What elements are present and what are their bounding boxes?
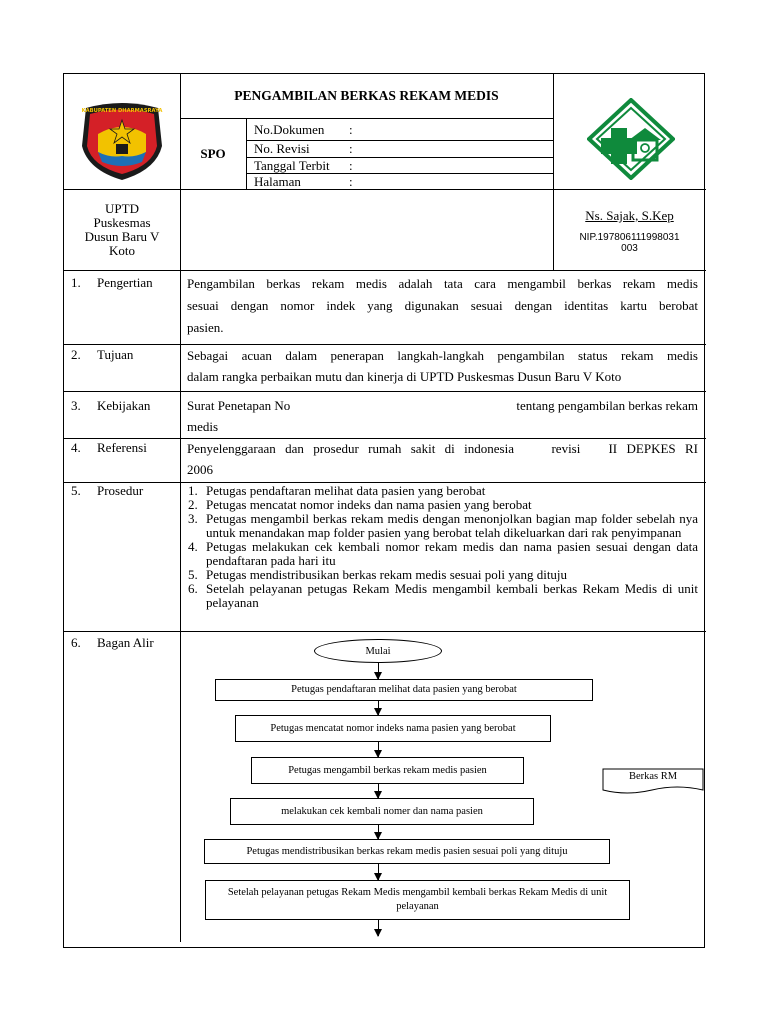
section-referensi-text: [187, 438, 698, 480]
procedure-text: Petugas pendaftaran melihat data pasien yang berobat: [206, 483, 486, 498]
text-line: sesuai dengan nomor indek yang digunakan sesuai dengan identitas kartu berobat: [187, 298, 698, 313]
field-colon: :: [349, 158, 353, 173]
institution-line: Dusun Baru V: [84, 229, 160, 244]
field-colon: :: [349, 122, 353, 137]
kebijakan-right: tentang pengambilan berkas rekam: [516, 398, 698, 413]
flow-step: Petugas mencatat nomor indeks nama pasien yang berobat: [235, 715, 551, 742]
flow-arrow: [378, 742, 379, 757]
spo-document: [63, 73, 705, 948]
section-label: Pengertian: [97, 275, 153, 290]
section-number: 2.: [71, 347, 81, 362]
kebijakan-line2: medis: [187, 419, 219, 434]
flow-arrow: [378, 701, 379, 715]
flow-step: Petugas mendistribusikan berkas rekam medis pasien sesuai poli yang dituju: [204, 839, 610, 864]
flow-step: Setelah pelayanan petugas Rekam Medis mengambil kembali berkas Rekam Medis di unit pelayanan: [205, 880, 630, 920]
procedure-item: 6. Setelah pelayanan petugas Rekam Medis mengambil kembali berkas Rekam Medis di unit pelayanan: [188, 581, 698, 610]
section-label: Bagan Alir: [97, 635, 154, 650]
flow-arrow: [378, 663, 379, 679]
title-divider: [180, 118, 553, 119]
section-number: 1.: [71, 275, 81, 290]
left-column-divider: [180, 74, 181, 942]
institution-line: Koto: [109, 243, 135, 258]
flow-step: Petugas mengambil berkas rekam medis pasien: [251, 757, 524, 784]
procedure-item: 5. Petugas mendistribusikan berkas rekam medis sesuai poli yang dituju: [188, 567, 568, 582]
institution-line: UPTD: [105, 201, 139, 216]
field-label: Halaman: [254, 174, 301, 189]
text-line: 2006: [187, 462, 213, 477]
field-colon: :: [349, 141, 353, 156]
procedure-item: 3. Petugas mengambil berkas rekam medis dengan menonjolkan bagian map folder sebelah nya untuk menandakan map folder pasien yang berobat telah dikeluarkan dari rak penyimpanan: [188, 511, 698, 540]
section-number: 5.: [71, 483, 81, 498]
field-label: Tanggal Terbit: [254, 158, 330, 173]
field-halaman: [254, 172, 301, 192]
flow-arrow: [378, 864, 379, 880]
nip-line: NIP.197806111998031: [579, 232, 680, 243]
row-divider: [64, 391, 706, 392]
document-label: Berkas RM: [628, 771, 678, 782]
field-label: No.Dokumen: [254, 122, 325, 137]
text-line: Penyelenggaraan dan prosedur rumah sakit di indonesia revisi II DEPKES RI: [187, 441, 698, 456]
field-colon: :: [349, 174, 353, 189]
spo-divider: [246, 118, 247, 190]
row-divider: [64, 631, 706, 632]
signer-name: Ns. Sajak, S.Kep: [585, 208, 674, 223]
flow-arrow: [378, 920, 379, 936]
kebijakan-left: Surat Penetapan No: [187, 398, 291, 413]
procedure-text: Petugas mengambil berkas rekam medis dengan menonjolkan bagian map folder sebelah nya untuk menandakan map folder pasien yang berobat telah dikeluarkan dari rak penyimpanan: [206, 511, 698, 540]
text-line: pasien.: [187, 320, 224, 335]
header-divider: [64, 189, 706, 190]
section-label: Referensi: [97, 440, 147, 455]
section-label: Prosedur: [97, 483, 144, 498]
procedure-text: Setelah pelayanan petugas Rekam Medis mengambil kembali berkas Rekam Medis di unit pelayanan: [206, 581, 698, 610]
section-pengertian-text: [187, 273, 698, 339]
regency-emblem-logo: [76, 100, 168, 182]
puskesmas-logo: [587, 98, 675, 180]
document-title: PENGAMBILAN BERKAS REKAM MEDIS: [234, 88, 499, 103]
institution-name: [64, 202, 180, 258]
flow-document-shape: [602, 768, 704, 796]
section-label: Tujuan: [97, 347, 134, 362]
flow-step: Petugas pendaftaran melihat data pasien yang berobat: [215, 679, 593, 701]
spo-label: SPO: [200, 146, 226, 161]
section-tujuan-text: [187, 345, 698, 387]
flow-step: melakukan cek kembali nomer dan nama pasien: [230, 798, 534, 825]
procedure-text: Petugas mencatat nomor indeks dan nama pasien yang berobat: [206, 497, 532, 512]
section-number: 6.: [71, 635, 81, 650]
nip-line: 003: [621, 243, 638, 254]
field-no-dokumen: [254, 120, 324, 140]
emblem-caption: KABUPATEN DHARMASRAYA: [81, 108, 163, 114]
text-line: dalam rangka perbaikan mutu dan kinerja di UPTD Puskesmas Dusun Baru V Koto: [187, 369, 622, 384]
flow-arrow: [378, 784, 379, 798]
text-line: Sebagai acuan dalam penerapan langkah-langkah pengambilan status rekam medis: [187, 348, 698, 363]
text-line: Pengambilan berkas rekam medis adalah tata cara mengambil berkas rekam medis: [187, 276, 698, 291]
procedure-text: Petugas melakukan cek kembali nomor rekam medis dan nama pasien sesuai dengan data pendaftaran pada hari itu: [206, 539, 698, 568]
procedure-list: [188, 484, 698, 610]
section-number: 3.: [71, 398, 81, 413]
header-bottom-divider: [64, 270, 706, 271]
flow-arrow: [378, 825, 379, 839]
procedure-text: Petugas mendistribusikan berkas rekam medis sesuai poli yang dituju: [206, 567, 568, 582]
flow-start-terminator: Mulai: [314, 639, 442, 663]
institution-line: Puskesmas: [93, 215, 151, 230]
field-label: No. Revisi: [254, 141, 310, 156]
signer-nip: [553, 232, 706, 254]
procedure-item: 4. Petugas melakukan cek kembali nomor rekam medis dan nama pasien sesuai dengan data pendaftaran pada hari itu: [188, 539, 698, 568]
section-number: 4.: [71, 440, 81, 455]
procedure-item: 2. Petugas mencatat nomor indeks dan nama pasien yang berobat: [188, 497, 532, 512]
procedure-item: 1. Petugas pendaftaran melihat data pasien yang berobat: [188, 483, 486, 498]
section-label: Kebijakan: [97, 398, 151, 413]
